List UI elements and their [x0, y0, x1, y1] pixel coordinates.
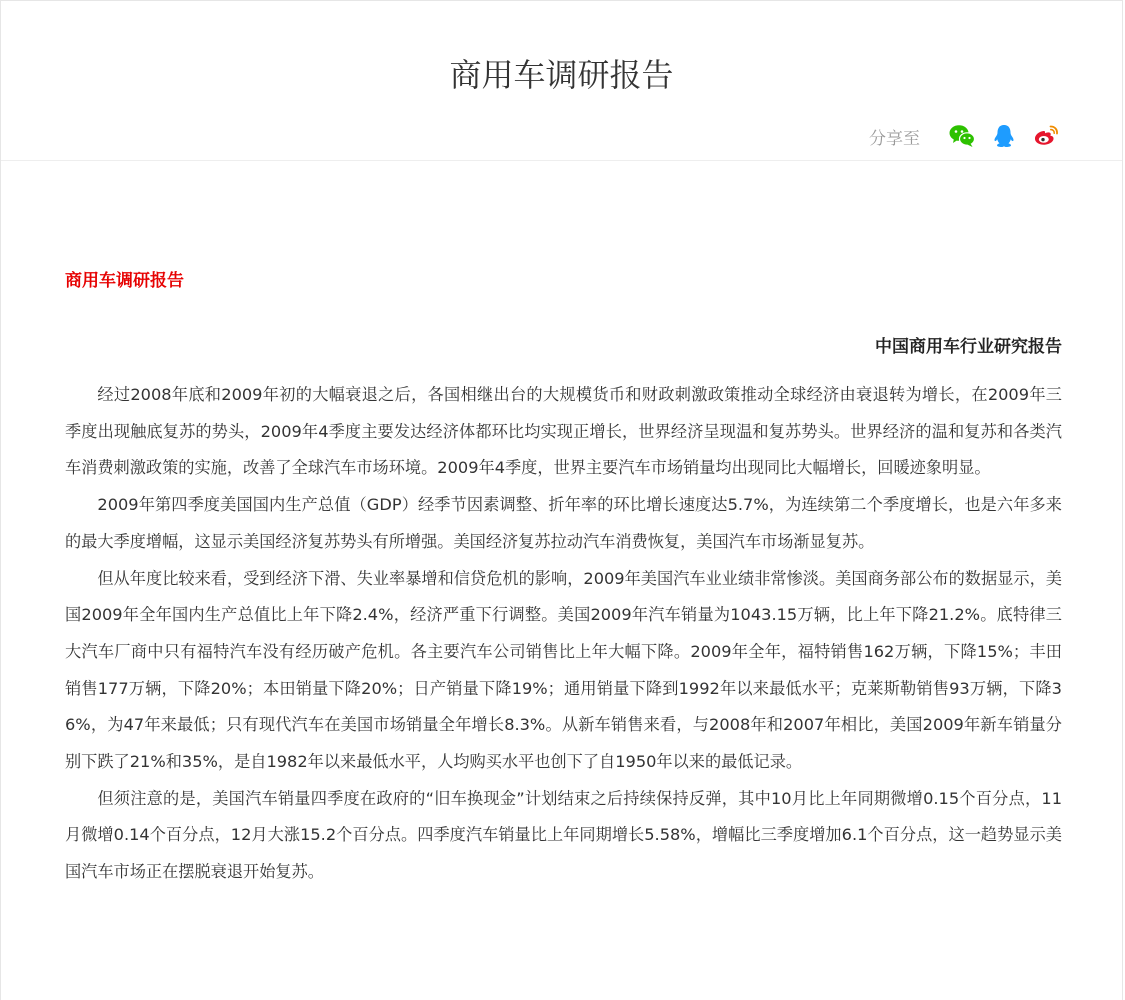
article-body [65, 161, 1062, 891]
article-subtitle: 中国商用车行业研究报告 [875, 337, 1062, 357]
share-label: 分享至 [869, 128, 920, 149]
paragraph: 但须注意的是，美国汽车销量四季度在政府的“旧车换现金”计划结束之后持续保持反弹，其中10月比上年同期微增0.15个百分点，11月微增0.14个百分点，12月大涨15.2个百分点。四季度汽车销量比上年同期增长5.58%，增幅比三季度增加6.1个百分点，这一趋势显示美国汽车市场正在摆脱衰退开始复苏。 [65, 788, 1062, 882]
wechat-icon[interactable] [948, 122, 976, 150]
share-bar [869, 121, 1060, 151]
page-header [1, 1, 1122, 161]
weibo-icon[interactable] [1032, 122, 1060, 150]
paragraph: 但从年度比较来看，受到经济下滑、失业率暴增和信贷危机的影响，2009年美国汽车业业绩非常惨淡。美国商务部公布的数据显示，美国2009年全年国内生产总值比上年下降2.4%，经济严重下行调整。美国2009年汽车销量为1043.15万辆，比上年下降21.2%。底特律三大汽车厂商中只有福特汽车没有经历破产危机。各主要汽车公司销售比上年大幅下降。2009年全年，福特销售162万辆，下降15%；丰田销售177万辆，下降20%；本田销量下降20%；日产销量下降19%；通用销量下降到1992年以来最低水平；克莱斯勒销售93万辆，下降36%，为47年来最低；只有现代汽车在美国市场销量全年增长8.3%。从新车销售来看，与2008年和2007年相比，美国2009年新车销量分别下跌了21%和35%，是自1982年以来最低水平，人均购买水平也创下了自1950年以来的最低记录。 [65, 568, 1062, 772]
page-title: 商用车调研报告 [449, 56, 674, 94]
paragraph: 2009年第四季度美国国内生产总值（GDP）经季节因素调整、折年率的环比增长速度达5.7%，为连续第二个季度增长，也是六年多来的最大季度增幅，这显示美国经济复苏势头有所增强。美国经济复苏拉动汽车消费恢复，美国汽车市场渐显复苏。 [65, 495, 1062, 551]
section-title: 商用车调研报告 [65, 271, 184, 291]
paragraph: 经过2008年底和2009年初的大幅衰退之后，各国相继出台的大规模货币和财政刺激政策推动全球经济由衰退转为增长，在2009年三季度出现触底复苏的势头，2009年4季度主要发达经济体都环比均实现正增长，世界经济呈现温和复苏势头。世界经济的温和复苏和各类汽车消费刺激政策的实施，改善了全球汽车市场环境。2009年4季度，世界主要汽车市场销量均出现同比大幅增长，回暖迹象明显。 [65, 385, 1062, 478]
qq-icon[interactable] [990, 122, 1018, 150]
